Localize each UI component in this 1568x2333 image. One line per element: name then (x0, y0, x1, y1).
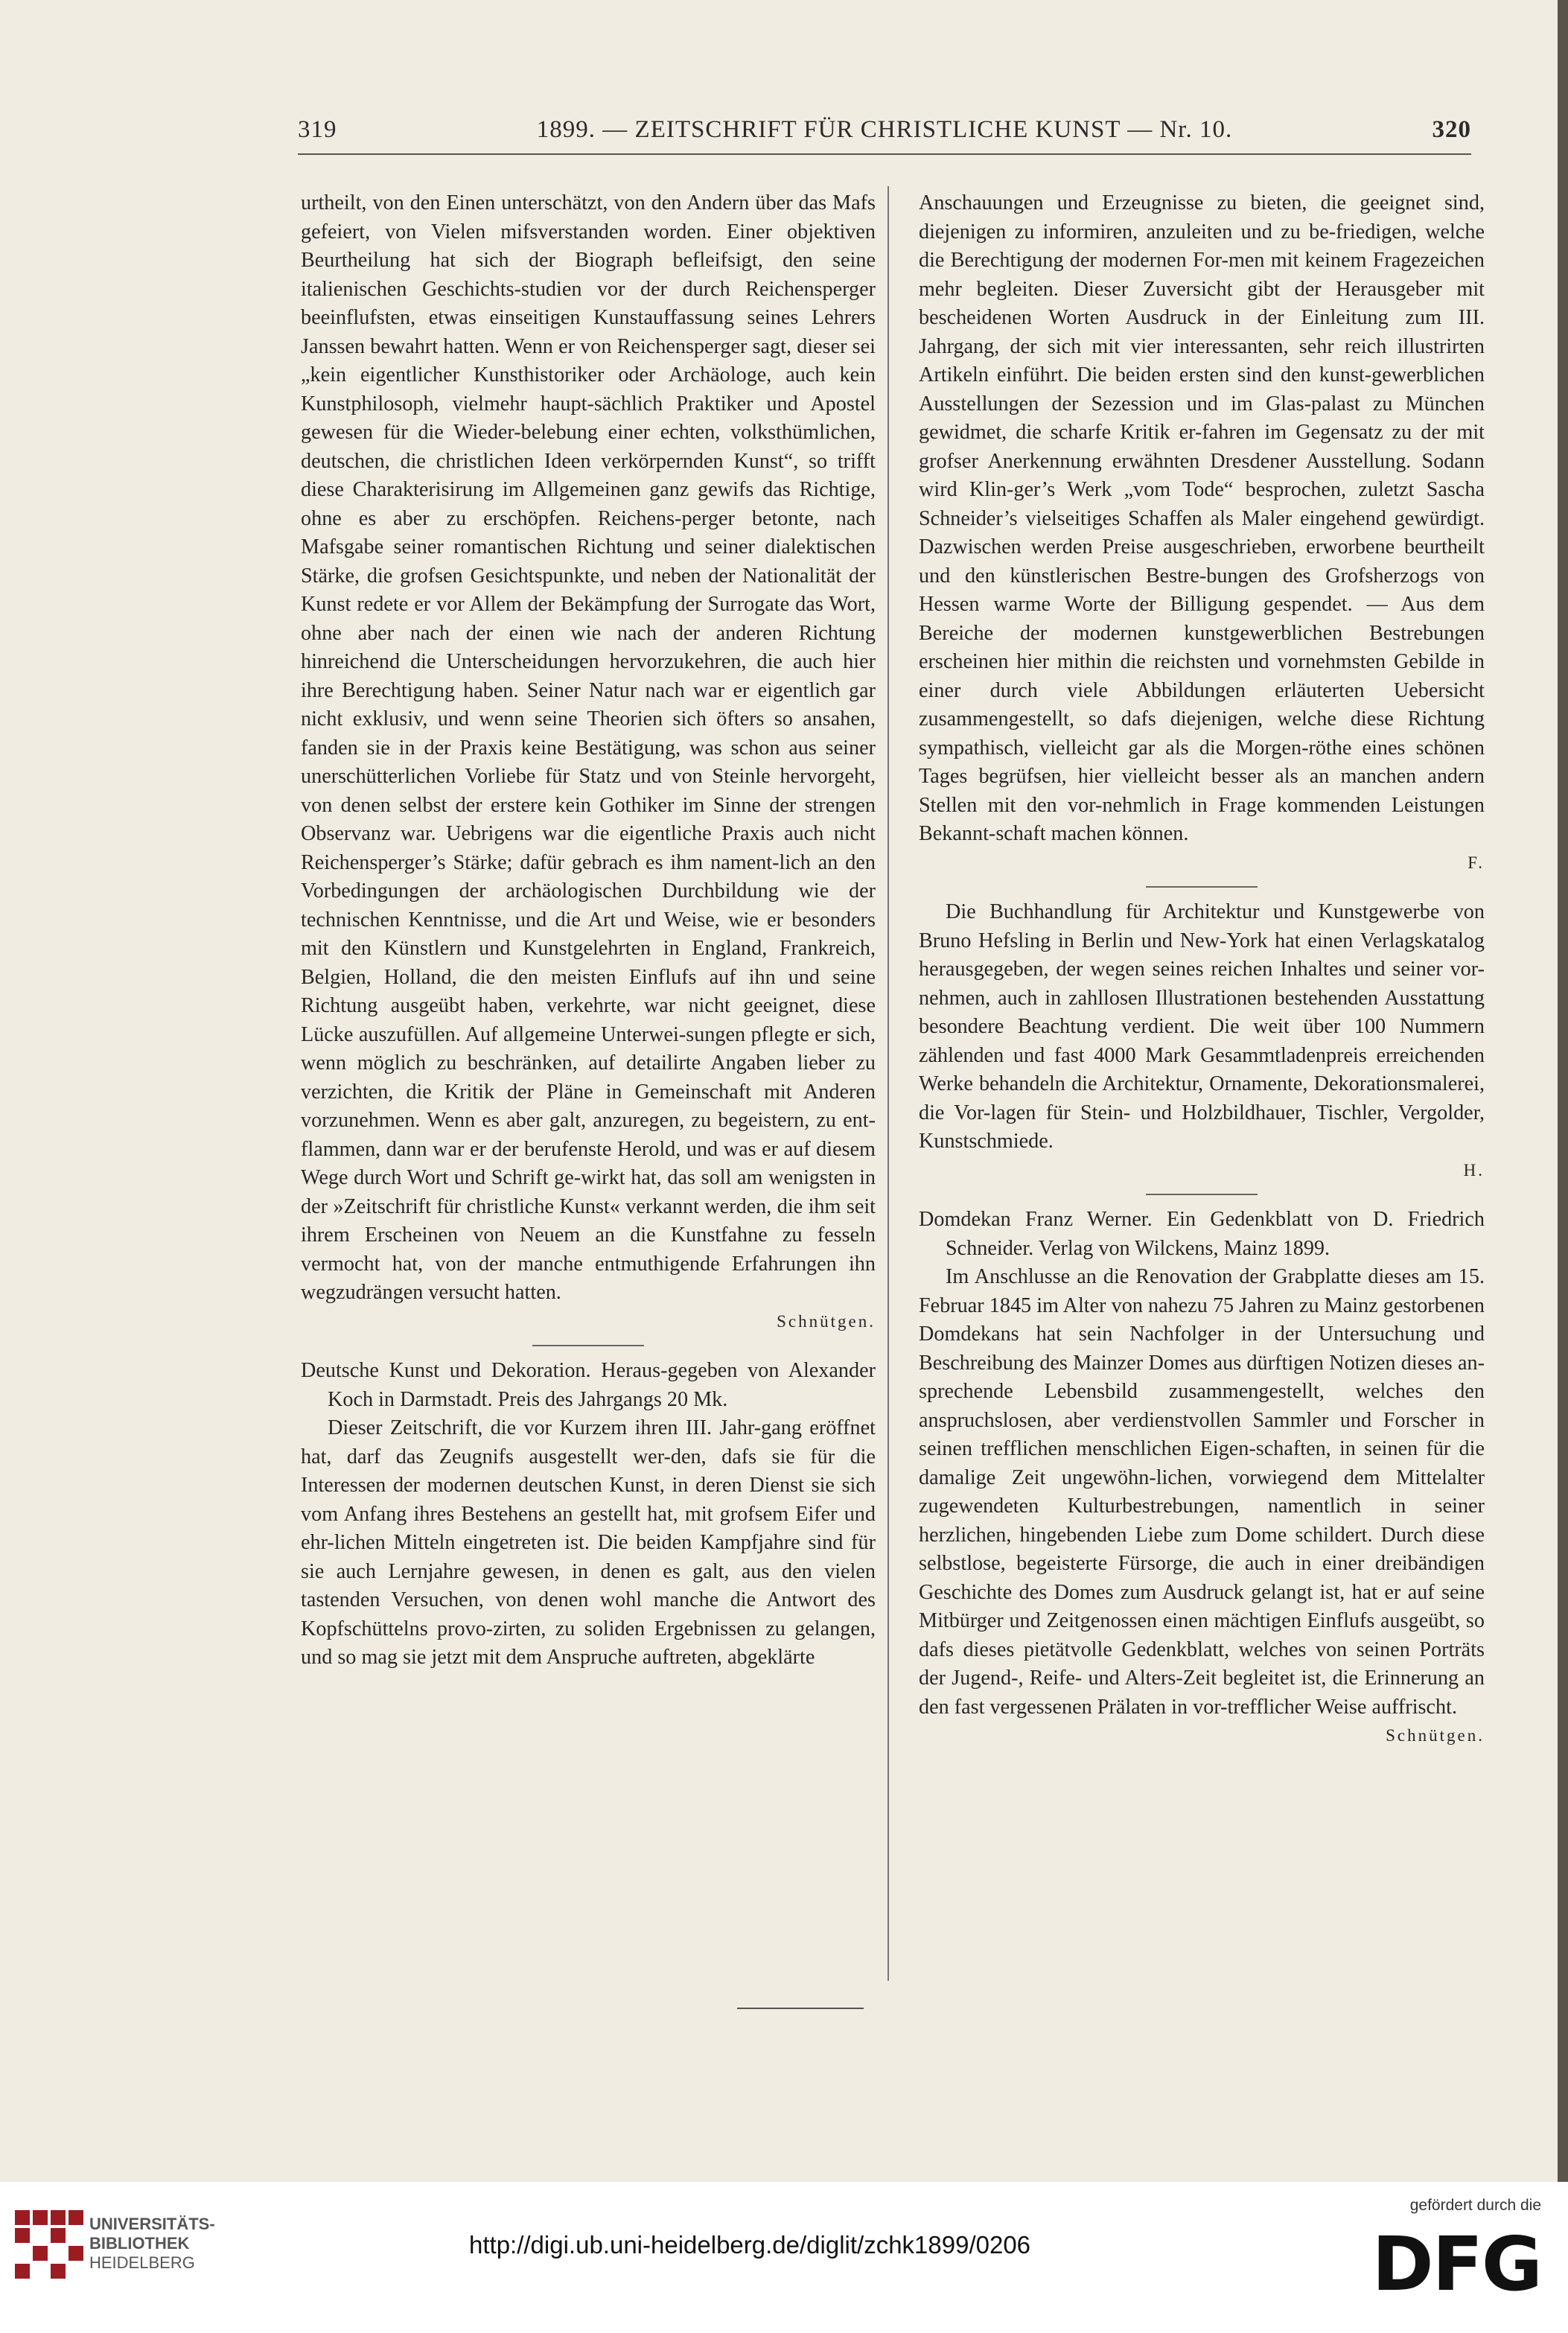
right-column (919, 189, 1485, 1751)
column-divider (887, 186, 889, 1981)
scan-edge (1558, 0, 1568, 2182)
library-name-line1: UNIVERSITÄTS- (89, 2215, 215, 2233)
funding-note: gefördert durch die (1409, 2197, 1541, 2214)
dfg-logo: DFG (1371, 2221, 1541, 2308)
university-seal-icon (9, 2204, 91, 2286)
library-name (89, 2215, 215, 2273)
signature-h: H. (1463, 1160, 1485, 1180)
review-body-kunst-dekoration: Dieser Zeitschrift, die vor Kurzem ihren III. Jahr-gang eröffnet hat, darf das Zeugnifs ausgestellt wer-den, dafs sie für die Interessen der modernen deutschen Kunst, in deren Dienst sie sich vom Anfang ihres Bestehens an gestellt hat, mit grofsem Eifer und ehr-lichen Mitteln eingetreten ist. Die beiden Kampfjahre sind für sie auch Lernjahre gewesen, in denen es galt, aus den vielen tastenden Versuchen, von denen wohl manche die Antwort des Kopfschüttelns provo-zirten, zu soliden Ergebnissen zu gelangen, und so mag sie jetzt mit dem Anspruche auftreten, abgeklärte (301, 1416, 876, 1669)
header-rule (298, 153, 1471, 155)
review-heading-kunst-dekoration: Deutsche Kunst und Dekoration. Heraus-gegeben von Alexander Koch in Darmstadt. Preis des Jahrgangs 20 Mk. (301, 1359, 876, 1411)
running-header (298, 116, 1471, 153)
signature-schnuetgen: Schnütgen. (1386, 1726, 1485, 1745)
left-column (301, 189, 876, 1672)
signature-f: F. (1467, 853, 1485, 872)
library-name-line3: HEIDELBERG (89, 2253, 195, 2272)
separator-rule (532, 1345, 644, 1346)
digitization-footer (0, 2182, 1568, 2333)
journal-title: 1899. — ZEITSCHRIFT FÜR CHRISTLICHE KUNST — Nr. 10. (536, 116, 1233, 143)
permalink-url[interactable]: http://digi.ub.uni-heidelberg.de/diglit/zchk1899/0206 (469, 2231, 1031, 2259)
review-continuation-text: Anschauungen und Erzeugnisse zu bieten, die geeignet sind, diejenigen zu informiren, anzuleiten und zu be-friedigen, welche die Berechtigung der modernen For-men mit keinem Fragezeichen mehr begleiten. Dieser Zuversicht gibt der Herausgeber mit bescheidenen Worten Ausdruck in der Einleitung zum III. Jahrgang, der sich mit vier interessanten, sehr reich illustrirten Artikeln einführt. Die beiden ersten sind den kunst-gewerblichen Ausstellungen der Sezession und im Glas-palast zu München gewidmet, die scharfe Kritik er-fahren im Gegensatz zu der mit grofser Anerkennung erwähnten Dresdener Ausstellung. Sodann wird Klin-ger’s Werk „vom Tode“ besprochen, zuletzt Sascha Schneider’s vielseitiges Schaffen als Maler eingehend gewürdigt. Dazwischen werden Preise ausgeschrieben, erworbene beurtheilt und den künstlerischen Bestre-bungen des Grofsherzogs von Hessen warme Worte der Billigung gespendet. — Aus dem Bereiche der modernen kunstgewerblichen Bestrebungen erscheinen hier mithin die reichsten und vornehmsten Gebilde in einer durch viele Abbildungen erläuterten Uebersicht zusammengestellt, so dafs diejenigen, welche diese Richtung sympathisch, vielleicht gar als die Morgen-röthe eines schönen Tages begrüfsen, hier vielleicht besser als an manchen andern Stellen mit den vor-nehmlich in Frage kommenden Leistungen Bekannt-schaft machen können. (919, 191, 1485, 845)
page-number-right: 320 (1432, 116, 1471, 143)
library-name-line2: BIBLIOTHEK (89, 2234, 190, 2253)
separator-rule (1146, 1194, 1258, 1195)
separator-rule (1146, 886, 1258, 888)
review-heading-domdekan: Domdekan Franz Werner. Ein Gedenkblatt von D. Friedrich Schneider. Verlag von Wilckens, Mainz 1899. (919, 1208, 1485, 1260)
signature-schnuetgen: Schnütgen. (777, 1311, 876, 1331)
page-number-left: 319 (298, 116, 337, 143)
review-body-domdekan: Im Anschlusse an die Renovation der Grabplatte dieses am 15. Februar 1845 im Alter von nahezu 75 Jahren zu Mainz gestorbenen Domdekans hat sein Nachfolger in der Untersuchung und Beschreibung des Mainzer Domes aus dürftigen Notizen dieses an-sprechende Lebensbild zusammengestellt, welches den anspruchslosen, aber verdienstvollen Sammler und Forscher in seinen trefflichen menschlichen Eigen-schaften, in seinen für die damalige Zeit ungewöhn-lichen, vorwiegend dem Mittelalter zugewendeten Kulturbestrebungen, namentlich in seiner herzlichen, hingebenden Liebe zum Dome schildert. Durch diese selbstlose, begeisterte Fürsorge, die auch in einer dreibändigen Geschichte des Domes zum Ausdruck gelangt ist, hat er auf seine Mitbürger und Zeitgenossen einen mächtigen Einflufs ausgeübt, so dafs dieses pietätvolle Gedenkblatt, welches von seinen Porträts der Jugend-, Reife- und Alters-Zeit begleitet ist, die Erinnerung an den fast vergessenen Prälaten in vor-trefflicher Weise auffrischt. (919, 1265, 1485, 1719)
review-buchhandlung: Die Buchhandlung für Architektur und Kunstgewerbe von Bruno Hefsling in Berlin und New-York hat einen Verlagskatalog herausgegeben, der wegen seines reichen Inhaltes und seiner vor-nehmen, auch in zahllosen Illustrationen bestehenden Ausstattung besondere Beachtung verdient. Die weit über 100 Nummern zählenden und fast 4000 Mark Gesammtladenpreis erreichenden Werke behandeln die Architektur, Ornamente, Dekorationsmalerei, die Vor-lagen für Stein- und Holzbildhauer, Tischler, Vergolder, Kunstschmiede. (919, 900, 1485, 1153)
reichensperger-review-text: urtheilt, von den Einen unterschätzt, von den Andern über das Mafs gefeiert, von Vielen mifsverstanden worden. Einer objektiven Beurtheilung hat sich der Biograph befleifsigt, den seine italienischen Geschichts-studien vor der durch Reichensperger beeinflufsten, etwas einseitigen Kunstauffassung seines Lehrers Janssen bewahrt hatten. Wenn er von Reichensperger sagt, dieser sei „kein eigentlicher Kunsthistoriker oder Archäologe, auch kein Kunstphilosoph, vielmehr haupt-sächlich Praktiker und Apostel gewesen für die Wieder-belebung einer echten, volksthümlichen, deutschen, die christlichen Ideen verkörpernden Kunst“, so trifft diese Charakterisirung im Allgemeinen ganz gewifs das Richtige, ohne es aber zu erschöpfen. Reichens-perger betonte, nach Mafsgabe seiner romantischen Richtung und seiner dialektischen Stärke, die grofsen Gesichtspunkte, und neben der Nationalität der Kunst redete er vor Allem der Bekämpfung der Surrogate das Wort, ohne aber nach der einen wie nach der anderen Richtung hinreichend die Unterscheidungen hervorzukehren, die auch hier ihre Berechtigung haben. Seiner Natur nach war er eigentlich gar nicht exklusiv, und wenn seine Theorien sich öfters so ansahen, fanden sie in der Praxis keine Bestätigung, was schon aus seiner unerschütterlichen Vorliebe für Statz und von Steinle hervorgeht, von denen selbst der erstere kein Gothiker im Sinne der strengen Observanz war. Uebrigens war die eigentliche Praxis auch nicht Reichensperger’s Stärke; dafür gebrach es ihm nament-lich an den Vorbedingungen der archäologischen Durchbildung wie der technischen Kenntnisse, und die Art und Weise, wie er besonders mit den Künstlern und Kunstgelehrten in England, Frankreich, Belgien, Holland, die den meisten Einflufs auf ihn und seine Richtung ausgeübt haben, verkehrte, war nicht geeignet, diese Lücke auszufüllen. Auf allgemeine Unterwei-sungen pflegte er sich, wenn möglich zu beschränken, auf detailirte Angaben lieber zu verzichten, die Kritik der Pläne in Gemeinschaft mit Anderen vorzunehmen. Wenn es aber galt, anzuregen, zu begeistern, zu ent-flammen, dann war er der berufenste Herold, und was er auf diesem Wege durch Wort und Schrift ge-wirkt hat, das soll am wenigsten in der »Zeitschrift für christliche Kunst« verkannt werden, die ihm seit ihrem Erscheinen von Neuem an die Kunstfahne zu fesseln vermocht hat, von der manche entmuthigende Erfahrungen ihn wegzudrängen versucht hatten. (301, 191, 876, 1304)
bottom-rule (737, 2008, 864, 2009)
